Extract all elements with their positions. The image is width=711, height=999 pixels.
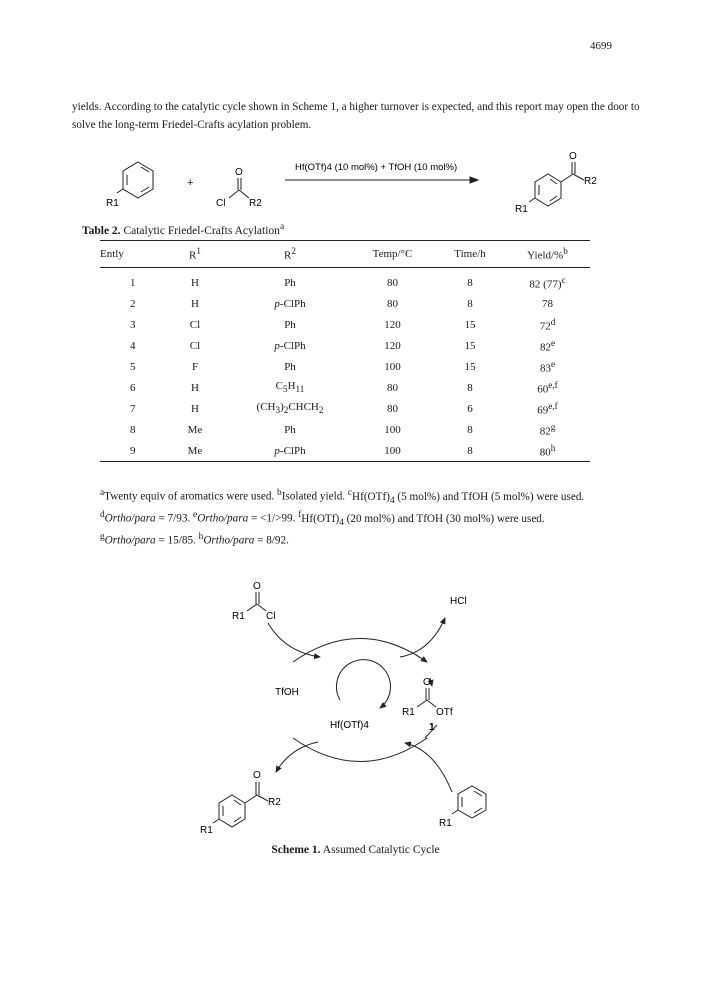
scheme-hcl: HCl (450, 596, 467, 607)
table-label: Table 2. (82, 224, 121, 237)
cell-time: 15 (464, 318, 476, 331)
scheme-caption (0, 844, 711, 856)
cell-temp: 80 (387, 297, 398, 310)
cell-r1: Me (187, 423, 203, 436)
header-r2: $R^2$ (230, 241, 350, 268)
cell-entry: 2 (130, 297, 136, 310)
table-title-note: a (279, 221, 285, 232)
scheme-product-r2: R2 (268, 797, 281, 808)
header-entry: Ently (100, 241, 160, 268)
catalytic-cycle-scheme (0, 560, 711, 840)
cell-entry: 9 (100, 440, 160, 462)
cell-r1: H (191, 381, 199, 394)
acyl-triflate-intermediate (417, 688, 436, 707)
cell-yield: 60$^{e,f}$ (537, 379, 558, 396)
cell-r2: $C_5H_{11}$ (275, 380, 305, 395)
cell-yield: 82$^g$ (539, 421, 556, 438)
cell-yield: 78 (542, 297, 553, 310)
header-temp: Temp/°C (350, 241, 435, 268)
table-row (100, 356, 590, 377)
cell-time: 15 (464, 360, 476, 373)
cell-entry: 1 (130, 276, 136, 289)
intermediate-number: 1 (429, 722, 435, 733)
scheme-acyl-o: O (253, 581, 261, 592)
scheme-catalyst: Hf(OTf)4 (330, 720, 369, 731)
cell-r1: H (191, 402, 199, 415)
cell-entry: 8 (130, 423, 136, 436)
cell-temp: 100 (350, 440, 435, 462)
cell-temp: 100 (384, 360, 401, 373)
cell-temp: 80 (387, 381, 398, 394)
acyl-chloride-o: O (235, 167, 243, 178)
cell-r2: p-ClPh (274, 339, 306, 352)
scheme-caption-label: Scheme 1. (271, 844, 321, 856)
header-r1: $R^1$ (160, 241, 230, 268)
footnote-b: Isolated yield. (281, 490, 346, 503)
product-o: O (569, 151, 577, 162)
cell-r1: Cl (189, 318, 201, 331)
cell-entry: 5 (130, 360, 136, 373)
cell-entry: 6 (130, 381, 136, 394)
footnote-e: Ortho/para = <1/>99. (197, 512, 296, 525)
cell-yield: 80$^h$ (505, 440, 590, 462)
table-row (100, 440, 590, 462)
intermediate-otf: OTf (436, 707, 453, 718)
reaction-conditions: Hf(OTf)4 (10 mol%) + TfOH (10 mol%) (295, 162, 458, 173)
cell-time: 15 (464, 339, 476, 352)
cell-yield: 83e (539, 358, 556, 375)
table-row (100, 419, 590, 440)
cell-r1: H (191, 297, 199, 310)
cell-temp: 120 (384, 318, 401, 331)
cell-entry: 7 (130, 402, 136, 415)
footnote-f: $Hf(OTf)_4$ (20 mol%) and TfOH (30 mol%) were used. (301, 512, 545, 528)
cell-yield: 72$^d$ (539, 316, 556, 333)
cycle-side-arrows (268, 618, 452, 792)
footnote-a: Twenty equiv of aromatics were used. (104, 490, 275, 503)
inner-cycle (336, 660, 390, 708)
table-row (100, 335, 590, 356)
table-row (100, 314, 590, 335)
cell-r2: $(CH_3)_2CHCH_2$ (256, 401, 324, 416)
table-row (100, 398, 590, 419)
cell-r2: p-ClPh (274, 297, 306, 310)
scheme-product-o: O (253, 770, 261, 781)
cell-yield: 82e (539, 337, 556, 354)
yield-table (100, 240, 590, 462)
cell-r1: Cl (189, 339, 201, 352)
cell-time: 8 (467, 297, 473, 310)
table-footnotes: $^a$Twenty equiv of aromatics were used. $^b$Isolated yield. $^cHf(OTf)_4$ (5 mol%) and TfOH (5 mol%) were used. $^d$Ortho/para = 7/93. $^e$Ortho/para = <1/>99. $^fHf(OTf)_4$ (20 mol%) and TfOH (30 mol%) were used. $^g$Ortho/para = 15/85. $^h$Ortho/para = 8/92. (100, 488, 585, 547)
cell-time: 8 (467, 423, 473, 436)
cell-r2: p-ClPh (230, 440, 350, 462)
cell-time: 8 (467, 381, 473, 394)
cell-temp: 80 (387, 276, 398, 289)
table-title-text: Catalytic Friedel-Crafts Acylation (123, 224, 280, 237)
scheme-acyl-r1: R1 (232, 611, 245, 622)
cell-temp: 120 (384, 339, 401, 352)
cell-r2: Ph (284, 276, 296, 289)
cell-r1: H (191, 276, 199, 289)
scheme-tfoh: TfOH (275, 687, 299, 698)
aryl-ketone-product (529, 162, 584, 206)
scheme-acyl-chloride (247, 592, 266, 611)
cell-entry: 3 (130, 318, 136, 331)
reaction-arrow (285, 177, 478, 183)
cell-r2: Ph (284, 360, 296, 373)
footnote-c: $Hf(OTf)_4$ (5 mol%) and TfOH (5 mol%) were used. (352, 490, 585, 506)
intermediate-o: O (423, 677, 431, 688)
acyl-chloride (229, 178, 249, 198)
table-header-row (100, 241, 590, 268)
acyl-chloride-cl: Cl (216, 198, 226, 209)
cell-r2: Ph (284, 423, 296, 436)
acyl-chloride-r2: R2 (249, 198, 262, 209)
cell-r2: Ph (284, 318, 296, 331)
table-row (100, 293, 590, 314)
cell-r1: Me (160, 440, 230, 462)
table-title (82, 221, 284, 237)
intermediate-r1: R1 (402, 707, 415, 718)
cell-time: 8 (467, 276, 473, 289)
cell-r1: F (191, 360, 199, 373)
footnote-h: Ortho/para = 8/92. (203, 534, 289, 547)
benzene-reactant (117, 162, 153, 198)
cell-time: 8 (435, 440, 505, 462)
scheme-arene (452, 786, 486, 818)
cell-yield: 69$^{e,f}$ (537, 400, 558, 417)
table-row (100, 268, 590, 294)
header-time: Time/h (435, 241, 505, 268)
intro-paragraph: yields. According to the catalytic cycle shown in Scheme 1, a higher turnover is expected, and this report may open the door to solve the long-term Friedel-Crafts acylation problem. (72, 101, 640, 131)
product-r1: R1 (515, 204, 528, 215)
cell-temp: 100 (384, 423, 401, 436)
footnote-d: Ortho/para = 7/93. (104, 512, 191, 525)
scheme-arene-r1: R1 (439, 818, 452, 829)
page-number: 4699 (590, 40, 612, 52)
reaction-equation (0, 140, 711, 220)
cell-entry: 4 (130, 339, 136, 352)
plus-sign: + (187, 177, 194, 189)
scheme-product (213, 782, 268, 827)
product-r2: R2 (584, 176, 597, 187)
table-row (100, 377, 590, 398)
scheme-acyl-cl: Cl (266, 611, 276, 622)
footnote-g: Ortho/para = 15/85. (104, 534, 196, 547)
scheme-caption-text: Assumed Catalytic Cycle (322, 844, 440, 856)
reactant1-r1: R1 (106, 198, 119, 209)
scheme-product-r1: R1 (200, 825, 213, 836)
header-yield: Yield/%$^b$ (505, 241, 590, 268)
cell-temp: 80 (387, 402, 398, 415)
cell-yield: 82 $(77)^c$ (529, 274, 566, 291)
cell-time: 6 (467, 402, 473, 415)
